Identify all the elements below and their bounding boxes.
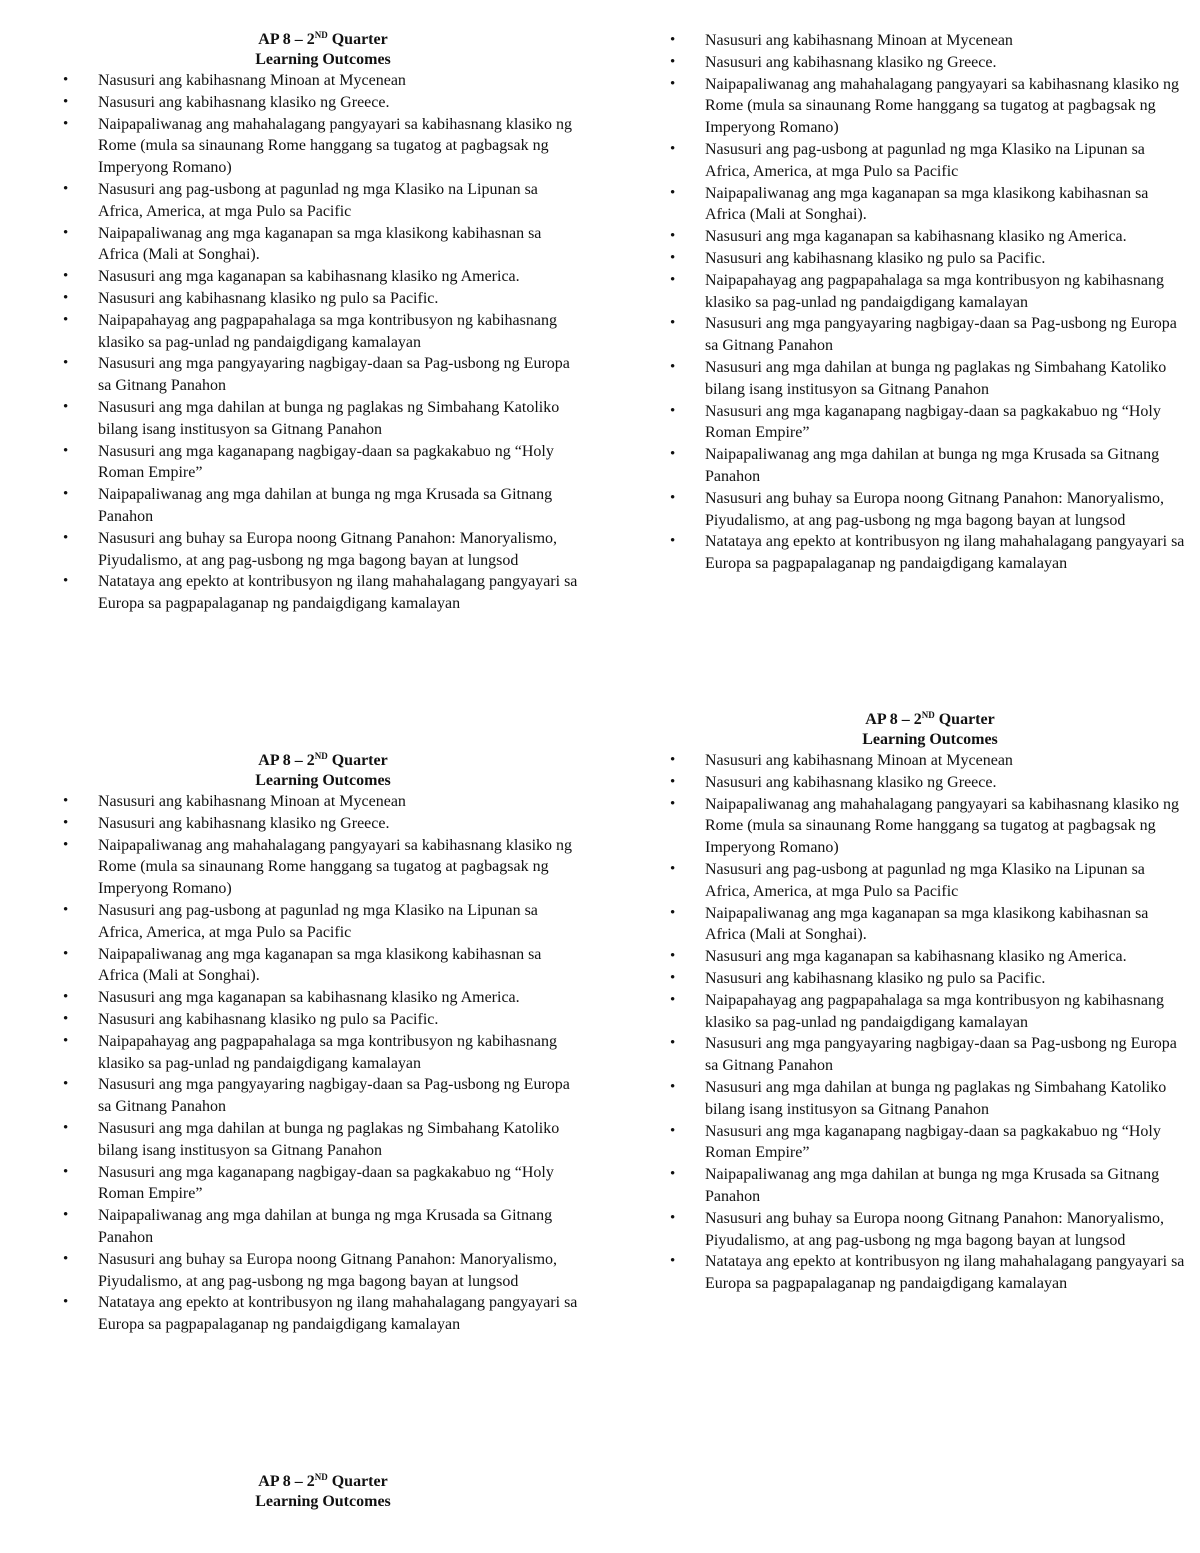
list-item: • Nasusuri ang mga pangyayaring nagbigay-daan sa Pag-usbong ng Europa sa Gitnang Panahon [670, 1033, 1190, 1077]
list-item: • Naipapahayag ang pagpapahalaga sa mga kontribusyon ng kabihasnang klasiko sa pag-unlad ng pandaigdigang kamalayan [670, 990, 1190, 1034]
list-item: • Naipapaliwanag ang mga dahilan at bunga ng mga Krusada sa Gitnang Panahon [63, 484, 583, 528]
list-item: • Natataya ang epekto at kontribusyon ng ilang mahahalagang pangyayari sa Europa sa pagpapalaganap ng pandaigdigang kamalayan [63, 1292, 583, 1336]
list-item: • Nasusuri ang buhay sa Europa noong Gitnang Panahon: Manoryalismo, Piyudalismo, at ang pag-usbong ng mga bagong bayan at lungsod [670, 1208, 1190, 1252]
list-item: • Nasusuri ang kabihasnang klasiko ng pulo sa Pacific. [670, 248, 1190, 270]
outcomes-block-bottom-left [63, 1472, 583, 1512]
outcomes-block-top-right [670, 30, 1190, 575]
list-item: • Nasusuri ang mga pangyayaring nagbigay-daan sa Pag-usbong ng Europa sa Gitnang Panahon [63, 1074, 583, 1118]
list-item: • Natataya ang epekto at kontribusyon ng ilang mahahalagang pangyayari sa Europa sa pagpapalaganap ng pandaigdigang kamalayan [63, 571, 583, 615]
list-item: • Nasusuri ang kabihasnang klasiko ng pulo sa Pacific. [63, 1009, 583, 1031]
title-line2: Learning Outcomes [255, 51, 391, 68]
list-item: • Nasusuri ang buhay sa Europa noong Gitnang Panahon: Manoryalismo, Piyudalismo, at ang pag-usbong ng mga bagong bayan at lungsod [63, 1249, 583, 1293]
title-line1: AP 8 – 2ND Quarter [258, 751, 388, 769]
outcomes-block-middle-right [670, 710, 1190, 1295]
list-item: • Nasusuri ang kabihasnang klasiko ng Greece. [63, 813, 583, 835]
list-item: • Nasusuri ang mga kaganapang nagbigay-daan sa pagkakabuo ng “Holy Roman Empire” [670, 1121, 1190, 1165]
list-item: • Naipapaliwanag ang mahahalagang pangyayari sa kabihasnang klasiko ng Rome (mula sa sinaunang Rome hanggang sa tugatog at pagbagsak ng Imperyong Romano) [670, 74, 1190, 139]
list-item: • Naipapaliwanag ang mga dahilan at bunga ng mga Krusada sa Gitnang Panahon [670, 444, 1190, 488]
list-item: • Nasusuri ang kabihasnang Minoan at Mycenean [63, 70, 583, 92]
outcomes-list [63, 791, 583, 1336]
list-item: • Naipapaliwanag ang mahahalagang pangyayari sa kabihasnang klasiko ng Rome (mula sa sinaunang Rome hanggang sa tugatog at pagbagsak ng Imperyong Romano) [670, 794, 1190, 859]
list-item: • Nasusuri ang mga dahilan at bunga ng paglakas ng Simbahang Katoliko bilang isang institusyon sa Gitnang Panahon [63, 397, 583, 441]
list-item: • Nasusuri ang mga kaganapan sa kabihasnang klasiko ng America. [670, 946, 1190, 968]
list-item: • Naipapahayag ang pagpapahalaga sa mga kontribusyon ng kabihasnang klasiko sa pag-unlad ng pandaigdigang kamalayan [670, 270, 1190, 314]
title-line1: AP 8 – 2ND Quarter [865, 710, 995, 728]
list-item: • Natataya ang epekto at kontribusyon ng ilang mahahalagang pangyayari sa Europa sa pagpapalaganap ng pandaigdigang kamalayan [670, 531, 1190, 575]
list-item: • Nasusuri ang mga pangyayaring nagbigay-daan sa Pag-usbong ng Europa sa Gitnang Panahon [670, 313, 1190, 357]
outcomes-block-middle-left [63, 751, 583, 1336]
list-item: • Nasusuri ang mga pangyayaring nagbigay-daan sa Pag-usbong ng Europa sa Gitnang Panahon [63, 353, 583, 397]
list-item: • Nasusuri ang mga kaganapan sa kabihasnang klasiko ng America. [63, 266, 583, 288]
title-line2: Learning Outcomes [862, 731, 998, 748]
block-title [63, 1472, 583, 1512]
list-item: • Naipapaliwanag ang mga kaganapan sa mga klasikong kabihasnan sa Africa (Mali at Songhai). [670, 903, 1190, 947]
list-item: • Nasusuri ang kabihasnang Minoan at Mycenean [63, 791, 583, 813]
list-item: • Nasusuri ang mga kaganapan sa kabihasnang klasiko ng America. [63, 987, 583, 1009]
list-item: • Nasusuri ang buhay sa Europa noong Gitnang Panahon: Manoryalismo, Piyudalismo, at ang pag-usbong ng mga bagong bayan at lungsod [63, 528, 583, 572]
list-item: • Nasusuri ang mga kaganapang nagbigay-daan sa pagkakabuo ng “Holy Roman Empire” [63, 1162, 583, 1206]
outcomes-list [63, 70, 583, 615]
list-item: • Nasusuri ang mga kaganapang nagbigay-daan sa pagkakabuo ng “Holy Roman Empire” [63, 441, 583, 485]
list-item: • Naipapaliwanag ang mga kaganapan sa mga klasikong kabihasnan sa Africa (Mali at Songhai). [670, 183, 1190, 227]
list-item: • Nasusuri ang kabihasnang klasiko ng pulo sa Pacific. [670, 968, 1190, 990]
title-line1: AP 8 – 2ND Quarter [258, 30, 388, 48]
block-title [670, 710, 1190, 750]
list-item: • Naipapaliwanag ang mga kaganapan sa mga klasikong kabihasnan sa Africa (Mali at Songhai). [63, 944, 583, 988]
list-item: • Nasusuri ang mga kaganapan sa kabihasnang klasiko ng America. [670, 226, 1190, 248]
outcomes-list [670, 750, 1190, 1295]
list-item: • Natataya ang epekto at kontribusyon ng ilang mahahalagang pangyayari sa Europa sa pagpapalaganap ng pandaigdigang kamalayan [670, 1251, 1190, 1295]
block-title [63, 751, 583, 791]
list-item: • Nasusuri ang kabihasnang Minoan at Mycenean [670, 750, 1190, 772]
list-item: • Nasusuri ang pag-usbong at pagunlad ng mga Klasiko na Lipunan sa Africa, America, at mga Pulo sa Pacific [63, 900, 583, 944]
list-item: • Nasusuri ang kabihasnang klasiko ng Greece. [670, 52, 1190, 74]
list-item: • Nasusuri ang buhay sa Europa noong Gitnang Panahon: Manoryalismo, Piyudalismo, at ang pag-usbong ng mga bagong bayan at lungsod [670, 488, 1190, 532]
list-item: • Nasusuri ang mga dahilan at bunga ng paglakas ng Simbahang Katoliko bilang isang institusyon sa Gitnang Panahon [670, 1077, 1190, 1121]
list-item: • Nasusuri ang kabihasnang klasiko ng Greece. [63, 92, 583, 114]
list-item: • Nasusuri ang kabihasnang klasiko ng Greece. [670, 772, 1190, 794]
title-line2: Learning Outcomes [255, 772, 391, 789]
list-item: • Naipapahayag ang pagpapahalaga sa mga kontribusyon ng kabihasnang klasiko sa pag-unlad ng pandaigdigang kamalayan [63, 1031, 583, 1075]
title-line2: Learning Outcomes [255, 1493, 391, 1510]
list-item: • Naipapahayag ang pagpapahalaga sa mga kontribusyon ng kabihasnang klasiko sa pag-unlad ng pandaigdigang kamalayan [63, 310, 583, 354]
list-item: • Nasusuri ang pag-usbong at pagunlad ng mga Klasiko na Lipunan sa Africa, America, at mga Pulo sa Pacific [670, 139, 1190, 183]
list-item: • Naipapaliwanag ang mahahalagang pangyayari sa kabihasnang klasiko ng Rome (mula sa sinaunang Rome hanggang sa tugatog at pagbagsak ng Imperyong Romano) [63, 835, 583, 900]
list-item: • Nasusuri ang mga kaganapang nagbigay-daan sa pagkakabuo ng “Holy Roman Empire” [670, 401, 1190, 445]
block-title [63, 30, 583, 70]
list-item: • Naipapaliwanag ang mahahalagang pangyayari sa kabihasnang klasiko ng Rome (mula sa sinaunang Rome hanggang sa tugatog at pagbagsak ng Imperyong Romano) [63, 114, 583, 179]
title-line1: AP 8 – 2ND Quarter [258, 1472, 388, 1490]
list-item: • Nasusuri ang mga dahilan at bunga ng paglakas ng Simbahang Katoliko bilang isang institusyon sa Gitnang Panahon [63, 1118, 583, 1162]
list-item: • Naipapaliwanag ang mga kaganapan sa mga klasikong kabihasnan sa Africa (Mali at Songhai). [63, 223, 583, 267]
list-item: • Nasusuri ang pag-usbong at pagunlad ng mga Klasiko na Lipunan sa Africa, America, at mga Pulo sa Pacific [63, 179, 583, 223]
outcomes-block-top-left [63, 30, 583, 615]
list-item: • Nasusuri ang pag-usbong at pagunlad ng mga Klasiko na Lipunan sa Africa, America, at mga Pulo sa Pacific [670, 859, 1190, 903]
list-item: • Naipapaliwanag ang mga dahilan at bunga ng mga Krusada sa Gitnang Panahon [670, 1164, 1190, 1208]
list-item: • Nasusuri ang mga dahilan at bunga ng paglakas ng Simbahang Katoliko bilang isang institusyon sa Gitnang Panahon [670, 357, 1190, 401]
outcomes-list [670, 30, 1190, 575]
list-item: • Nasusuri ang kabihasnang klasiko ng pulo sa Pacific. [63, 288, 583, 310]
list-item: • Naipapaliwanag ang mga dahilan at bunga ng mga Krusada sa Gitnang Panahon [63, 1205, 583, 1249]
list-item: • Nasusuri ang kabihasnang Minoan at Mycenean [670, 30, 1190, 52]
